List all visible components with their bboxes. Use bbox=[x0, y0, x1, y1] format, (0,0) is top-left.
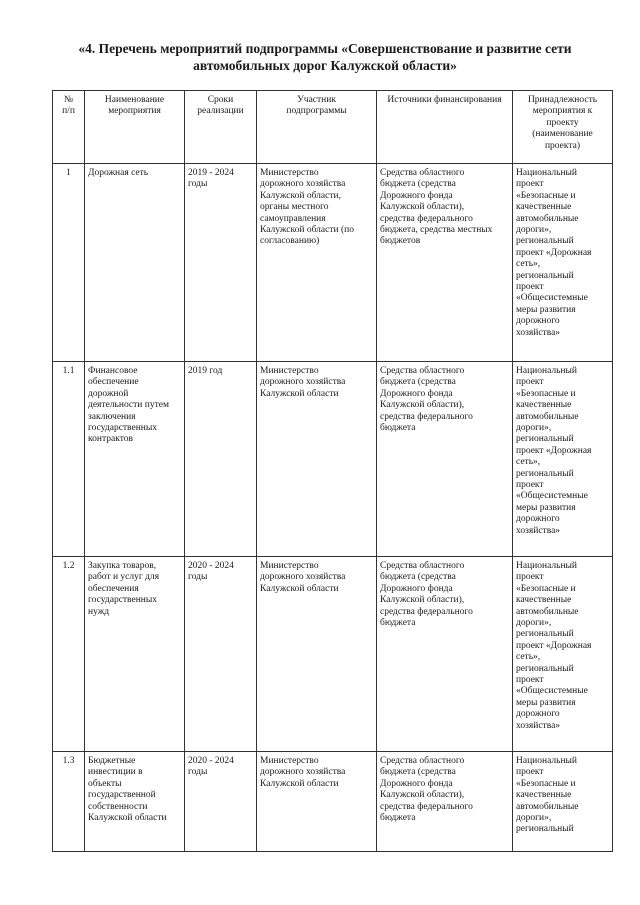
row-funding: Средства областного бюджета (средства Дорожного фонда Калужской области), средства федерального бюджета bbox=[377, 362, 513, 557]
row-participant: Министерство дорожного хозяйства Калужской области bbox=[257, 362, 377, 557]
row-number: 1.1 bbox=[53, 362, 85, 557]
row-participant: Министерство дорожного хозяйства Калужской области, органы местного самоуправления Калужской области (по согласованию) bbox=[257, 164, 377, 362]
document-title: «4. Перечень мероприятий подпрограммы «Совершенствование и развитие сети автомобильных дорог Калужской области» bbox=[78, 41, 572, 73]
row-name: Бюджетные инвестиции в объекты государственной собственности Калужской области bbox=[85, 752, 185, 852]
row-name: Закупка товаров, работ и услуг для обеспечения государственных нужд bbox=[85, 557, 185, 752]
header-funding: Источники финансирования bbox=[377, 91, 513, 164]
row-number: 1.2 bbox=[53, 557, 85, 752]
header-participant: Участник подпрограммы bbox=[257, 91, 377, 164]
row-participant: Министерство дорожного хозяйства Калужской области bbox=[257, 557, 377, 752]
row-period: 2019 - 2024 годы bbox=[185, 164, 257, 362]
row-name: Финансовое обеспечение дорожной деятельности путем заключения государственных контрактов bbox=[85, 362, 185, 557]
row-period: 2020 - 2024 годы bbox=[185, 557, 257, 752]
table-header-row bbox=[53, 91, 613, 164]
row-project: Национальный проект «Безопасные и качественные автомобильные дороги», региональный проект «Дорожная сеть», региональный проект «Общесистемные меры развития дорожного хозяйства» bbox=[513, 164, 613, 362]
row-funding: Средства областного бюджета (средства Дорожного фонда Калужской области), средства федерального бюджета bbox=[377, 557, 513, 752]
row-project: Национальный проект «Безопасные и качественные автомобильные дороги», региональный проект «Дорожная сеть», региональный проект «Общесистемные меры развития дорожного хозяйства» bbox=[513, 557, 613, 752]
header-name: Наименование мероприятия bbox=[85, 91, 185, 164]
row-number: 1 bbox=[53, 164, 85, 362]
table-row bbox=[53, 752, 613, 852]
measures-table bbox=[52, 90, 613, 852]
row-funding: Средства областного бюджета (средства Дорожного фонда Калужской области), средства федерального бюджета, средства местных бюджетов bbox=[377, 164, 513, 362]
row-number: 1.3 bbox=[53, 752, 85, 852]
row-project: Национальный проект «Безопасные и качественные автомобильные дороги», региональный bbox=[513, 752, 613, 852]
header-period: Сроки реализации bbox=[185, 91, 257, 164]
table-row bbox=[53, 362, 613, 557]
row-funding: Средства областного бюджета (средства Дорожного фонда Калужской области), средства федерального бюджета bbox=[377, 752, 513, 852]
row-project: Национальный проект «Безопасные и качественные автомобильные дороги», региональный проект «Дорожная сеть», региональный проект «Общесистемные меры развития дорожного хозяйства» bbox=[513, 362, 613, 557]
row-participant: Министерство дорожного хозяйства Калужской области bbox=[257, 752, 377, 852]
header-project: Принадлежность мероприятия к проекту (наименование проекта) bbox=[513, 91, 613, 164]
row-period: 2020 - 2024 годы bbox=[185, 752, 257, 852]
table-row bbox=[53, 164, 613, 362]
row-name: Дорожная сеть bbox=[85, 164, 185, 362]
header-number: № п/п bbox=[53, 91, 85, 164]
table-row bbox=[53, 557, 613, 752]
row-period: 2019 год bbox=[185, 362, 257, 557]
